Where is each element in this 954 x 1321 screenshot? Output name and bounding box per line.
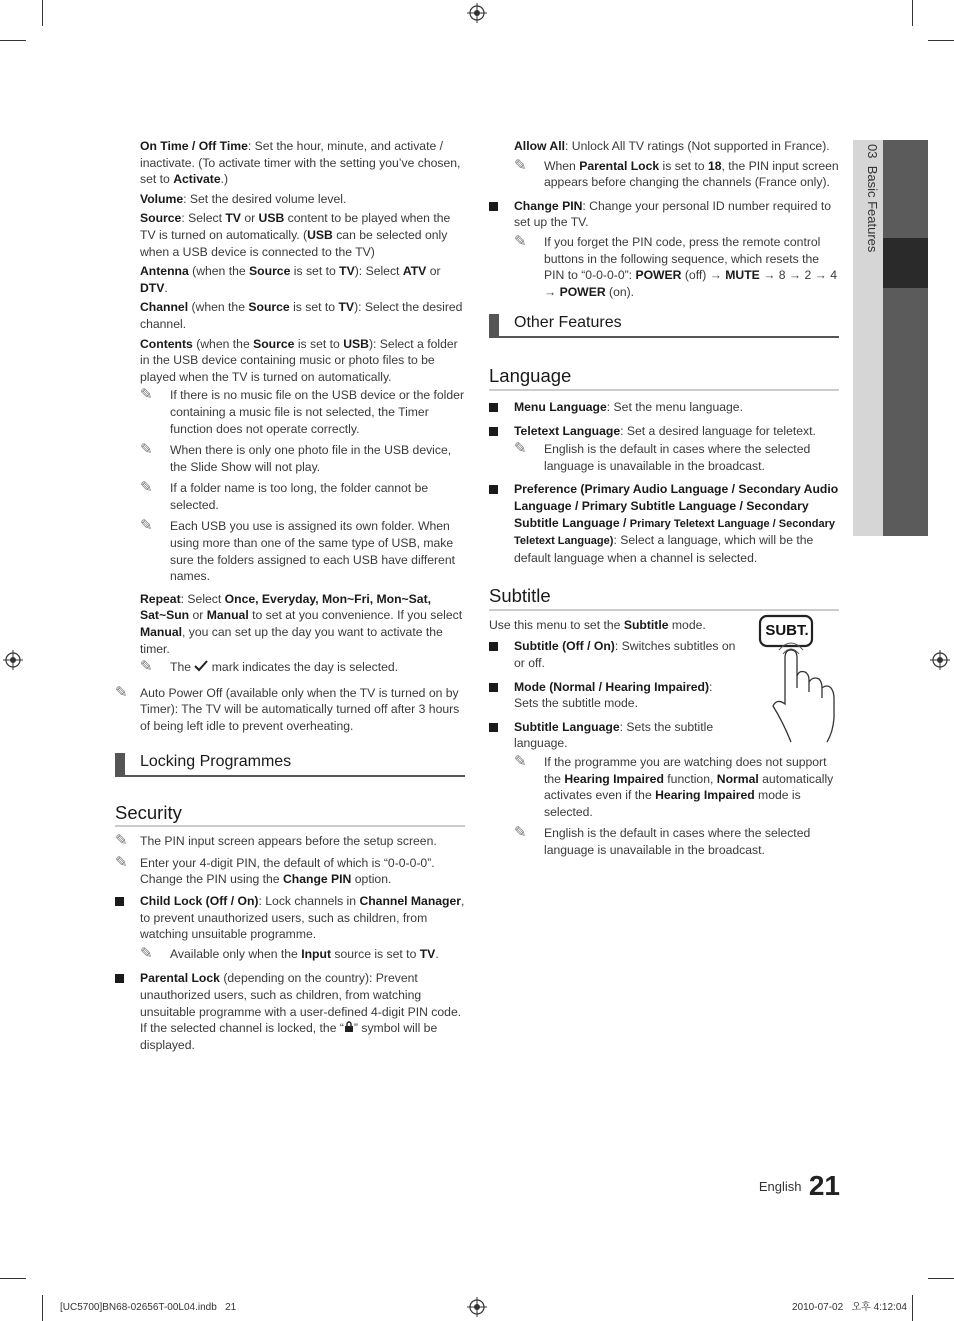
page-footer (740, 1170, 840, 1212)
bullet-square-icon (489, 202, 498, 211)
language-title: Language (489, 368, 839, 391)
note-forget-pin: ✎ If you forget the PIN code, press the remote control buttons in the following sequence, which resets the PIN to “0-0-0-0”: POWER (off) → MUTE → 8 → 2 → 4 → POWER (on). (514, 232, 838, 299)
subtitle-intro: Use this menu to set the Subtitle mode. (489, 617, 706, 632)
note-pencil-icon: ✎ (140, 441, 153, 459)
header-bar (115, 753, 125, 775)
source-item: Source: Select TV or USB content to be played when the TV is turned on automatically. (USB can be selected only when a USB device is connected to the TV) (140, 211, 451, 259)
registration-mark-icon (467, 3, 487, 23)
antenna-item: Antenna (when the Source is set to TV): Select ATV or DTV. (140, 264, 441, 295)
bullet-square-icon (115, 974, 124, 983)
note-usb-2: ✎ When there is only one photo file in the USB device, the Slide Show will not play. (140, 441, 452, 474)
crop-mark (42, 1295, 43, 1321)
print-date-info: 2010-07-02 오후 4:12:04 (792, 1302, 907, 1313)
volume-item: Volume: Set the desired volume level. (140, 191, 347, 206)
note-pencil-icon: ✎ (514, 753, 527, 771)
crop-mark (912, 0, 913, 26)
menu-language-item: Menu Language: Set the menu language. (489, 399, 839, 416)
bullet-square-icon (489, 427, 498, 436)
bullet-square-icon (115, 897, 124, 906)
locking-programmes-header (115, 753, 465, 777)
note-english-default-2: ✎ English is the default in cases where the selected language is unavailable in the broadcast. (514, 824, 811, 857)
footer-language: English (758, 1179, 802, 1194)
crop-mark (0, 40, 26, 41)
side-tab-label (856, 144, 880, 344)
note-hearing-impaired: ✎ If the programme you are watching does not support the Hearing Impaired function, Normal automatically activates even if the Hearing Impaired mode is selected. (514, 753, 834, 819)
crop-mark (912, 1295, 913, 1321)
bullet-square-icon (489, 485, 498, 494)
subtitle-section (489, 617, 839, 859)
registration-mark-icon (3, 650, 23, 670)
check-mark-icon (194, 660, 208, 672)
note-pencil-icon: ✎ (514, 232, 527, 250)
page-number: 21 (808, 1170, 840, 1201)
note-parental-18: ✎ When Parental Lock is set to 18, the PIN input screen appears before changing the channels (France only). (514, 156, 839, 190)
channel-item: Channel (when the Source is set to TV): Select the desired channel. (140, 300, 463, 331)
other-features-title: Other Features (514, 314, 622, 332)
header-bar (489, 314, 499, 336)
note-input-source: ✎ Available only when the Input source is set to TV. (140, 944, 439, 962)
note-auto-power-off: ✎ Auto Power Off (available only when the TV is turned on by Timer): The TV will be automatically turned off after 3 hours of being left idle to prevent overheating. (115, 683, 460, 733)
allow-all-item: Allow All: Unlock All TV ratings (Not supported in France). (514, 139, 830, 153)
security-title: Security (115, 805, 465, 828)
note-pencil-icon: ✎ (115, 853, 128, 871)
subtitle-language-item: Subtitle Language: Sets the subtitle language. (489, 719, 739, 752)
bullet-square-icon (489, 403, 498, 412)
note-english-default-1: ✎ English is the default in cases where the selected language is unavailable in the broadcast. (514, 440, 811, 473)
note-usb-3: ✎ If a folder name is too long, the folder cannot be selected. (140, 479, 429, 512)
crop-mark (42, 0, 43, 26)
preference-item: Preference (Primary Audio Language / Secondary Audio Language / Primary Subtitle Language / Secondary Subtitle Language / Primary Teletext Language / Secondary Teletext Language): Select a language, which will be the default language when a channel is selected. (489, 481, 839, 566)
change-pin-item: Change PIN: Change your personal ID number required to set up the TV. (489, 198, 839, 231)
side-tab (853, 140, 928, 536)
subtitle-onoff-item: Subtitle (Off / On): Switches subtitles on or off. (489, 638, 739, 671)
locking-programmes-title: Locking Programmes (140, 752, 292, 770)
note-pencil-icon: ✎ (140, 479, 153, 497)
other-features-header (489, 314, 839, 338)
crop-mark (928, 1278, 954, 1279)
chapter-number: 03 (865, 144, 880, 159)
subt-button: SUBT. (765, 621, 809, 639)
crop-mark (928, 40, 954, 41)
chapter-title: Basic Features (865, 165, 880, 253)
note-pin-screen: ✎ The PIN input screen appears before the setup screen. (115, 832, 437, 850)
note-pin-default: ✎ Enter your 4-digit PIN, the default of which is “0-0-0-0”. Change the PIN using the Change PIN option. (115, 853, 435, 887)
crop-mark (0, 1278, 26, 1279)
print-file-info: [UC5700]BN68-02656T-00L04.indb 21 (60, 1302, 237, 1313)
mode-item: Mode (Normal / Hearing Impaired): Sets the subtitle mode. (489, 679, 739, 712)
lock-icon (344, 1021, 354, 1033)
bullet-square-icon (489, 642, 498, 651)
side-tab-dark (883, 140, 928, 536)
note-pencil-icon: ✎ (514, 824, 527, 842)
right-column (489, 138, 839, 864)
note-pencil-icon: ✎ (140, 517, 153, 535)
repeat-item: Repeat: Select Once, Everyday, Mon~Fri, Mon~Sat, Sat~Sun or Manual to set at you convenience. If you select Manual, you can set up the day you want to activate the timer. (140, 591, 463, 656)
note-pencil-icon: ✎ (140, 944, 153, 962)
note-pencil-icon: ✎ (140, 658, 153, 676)
note-pencil-icon: ✎ (115, 832, 128, 850)
on-time-item: On Time / Off Time: Set the hour, minute, and activate / inactivate. (To activate timer with the setting you’ve chosen, set to Activate.) (140, 139, 461, 187)
note-pencil-icon: ✎ (514, 440, 527, 458)
note-pencil-icon: ✎ (140, 386, 153, 404)
child-lock-item: Child Lock (Off / On): Lock channels in Channel Manager, to prevent unauthorized users, such as children, from watching unsuitable programme. (115, 893, 465, 943)
note-usb-1: ✎ If there is no music file on the USB device or the folder containing a music file is not selected, the Timer function does not operate correctly. (140, 386, 464, 436)
note-check-mark: ✎ The mark indicates the day is selected. (140, 658, 399, 676)
contents-item: Contents (when the Source is set to USB): Select a folder in the USB device containing music or photo files to be played when the TV is turned on automatically. (140, 336, 458, 384)
bullet-square-icon (489, 723, 498, 732)
subtitle-title: Subtitle (489, 588, 839, 611)
registration-mark-icon (930, 650, 950, 670)
note-pencil-icon: ✎ (115, 683, 128, 701)
registration-mark-icon (467, 1297, 487, 1317)
side-tab-highlight (883, 238, 928, 288)
note-usb-4: ✎ Each USB you use is assigned its own folder. When using more than one of the same type of USB, make sure the folders assigned to each USB have different names. (140, 517, 456, 584)
teletext-language-item: Teletext Language: Set a desired language for teletext. (489, 423, 839, 440)
bullet-square-icon (489, 683, 498, 692)
note-pencil-icon: ✎ (514, 156, 527, 174)
left-column (115, 138, 465, 1060)
parental-lock-item: Parental Lock (depending on the country): Prevent unauthorized users, such as children, from watching unsuitable programme with a user-defined 4-digit PIN code. If the selected channel is locked, the “ ” symbol will be displayed. (115, 970, 465, 1053)
